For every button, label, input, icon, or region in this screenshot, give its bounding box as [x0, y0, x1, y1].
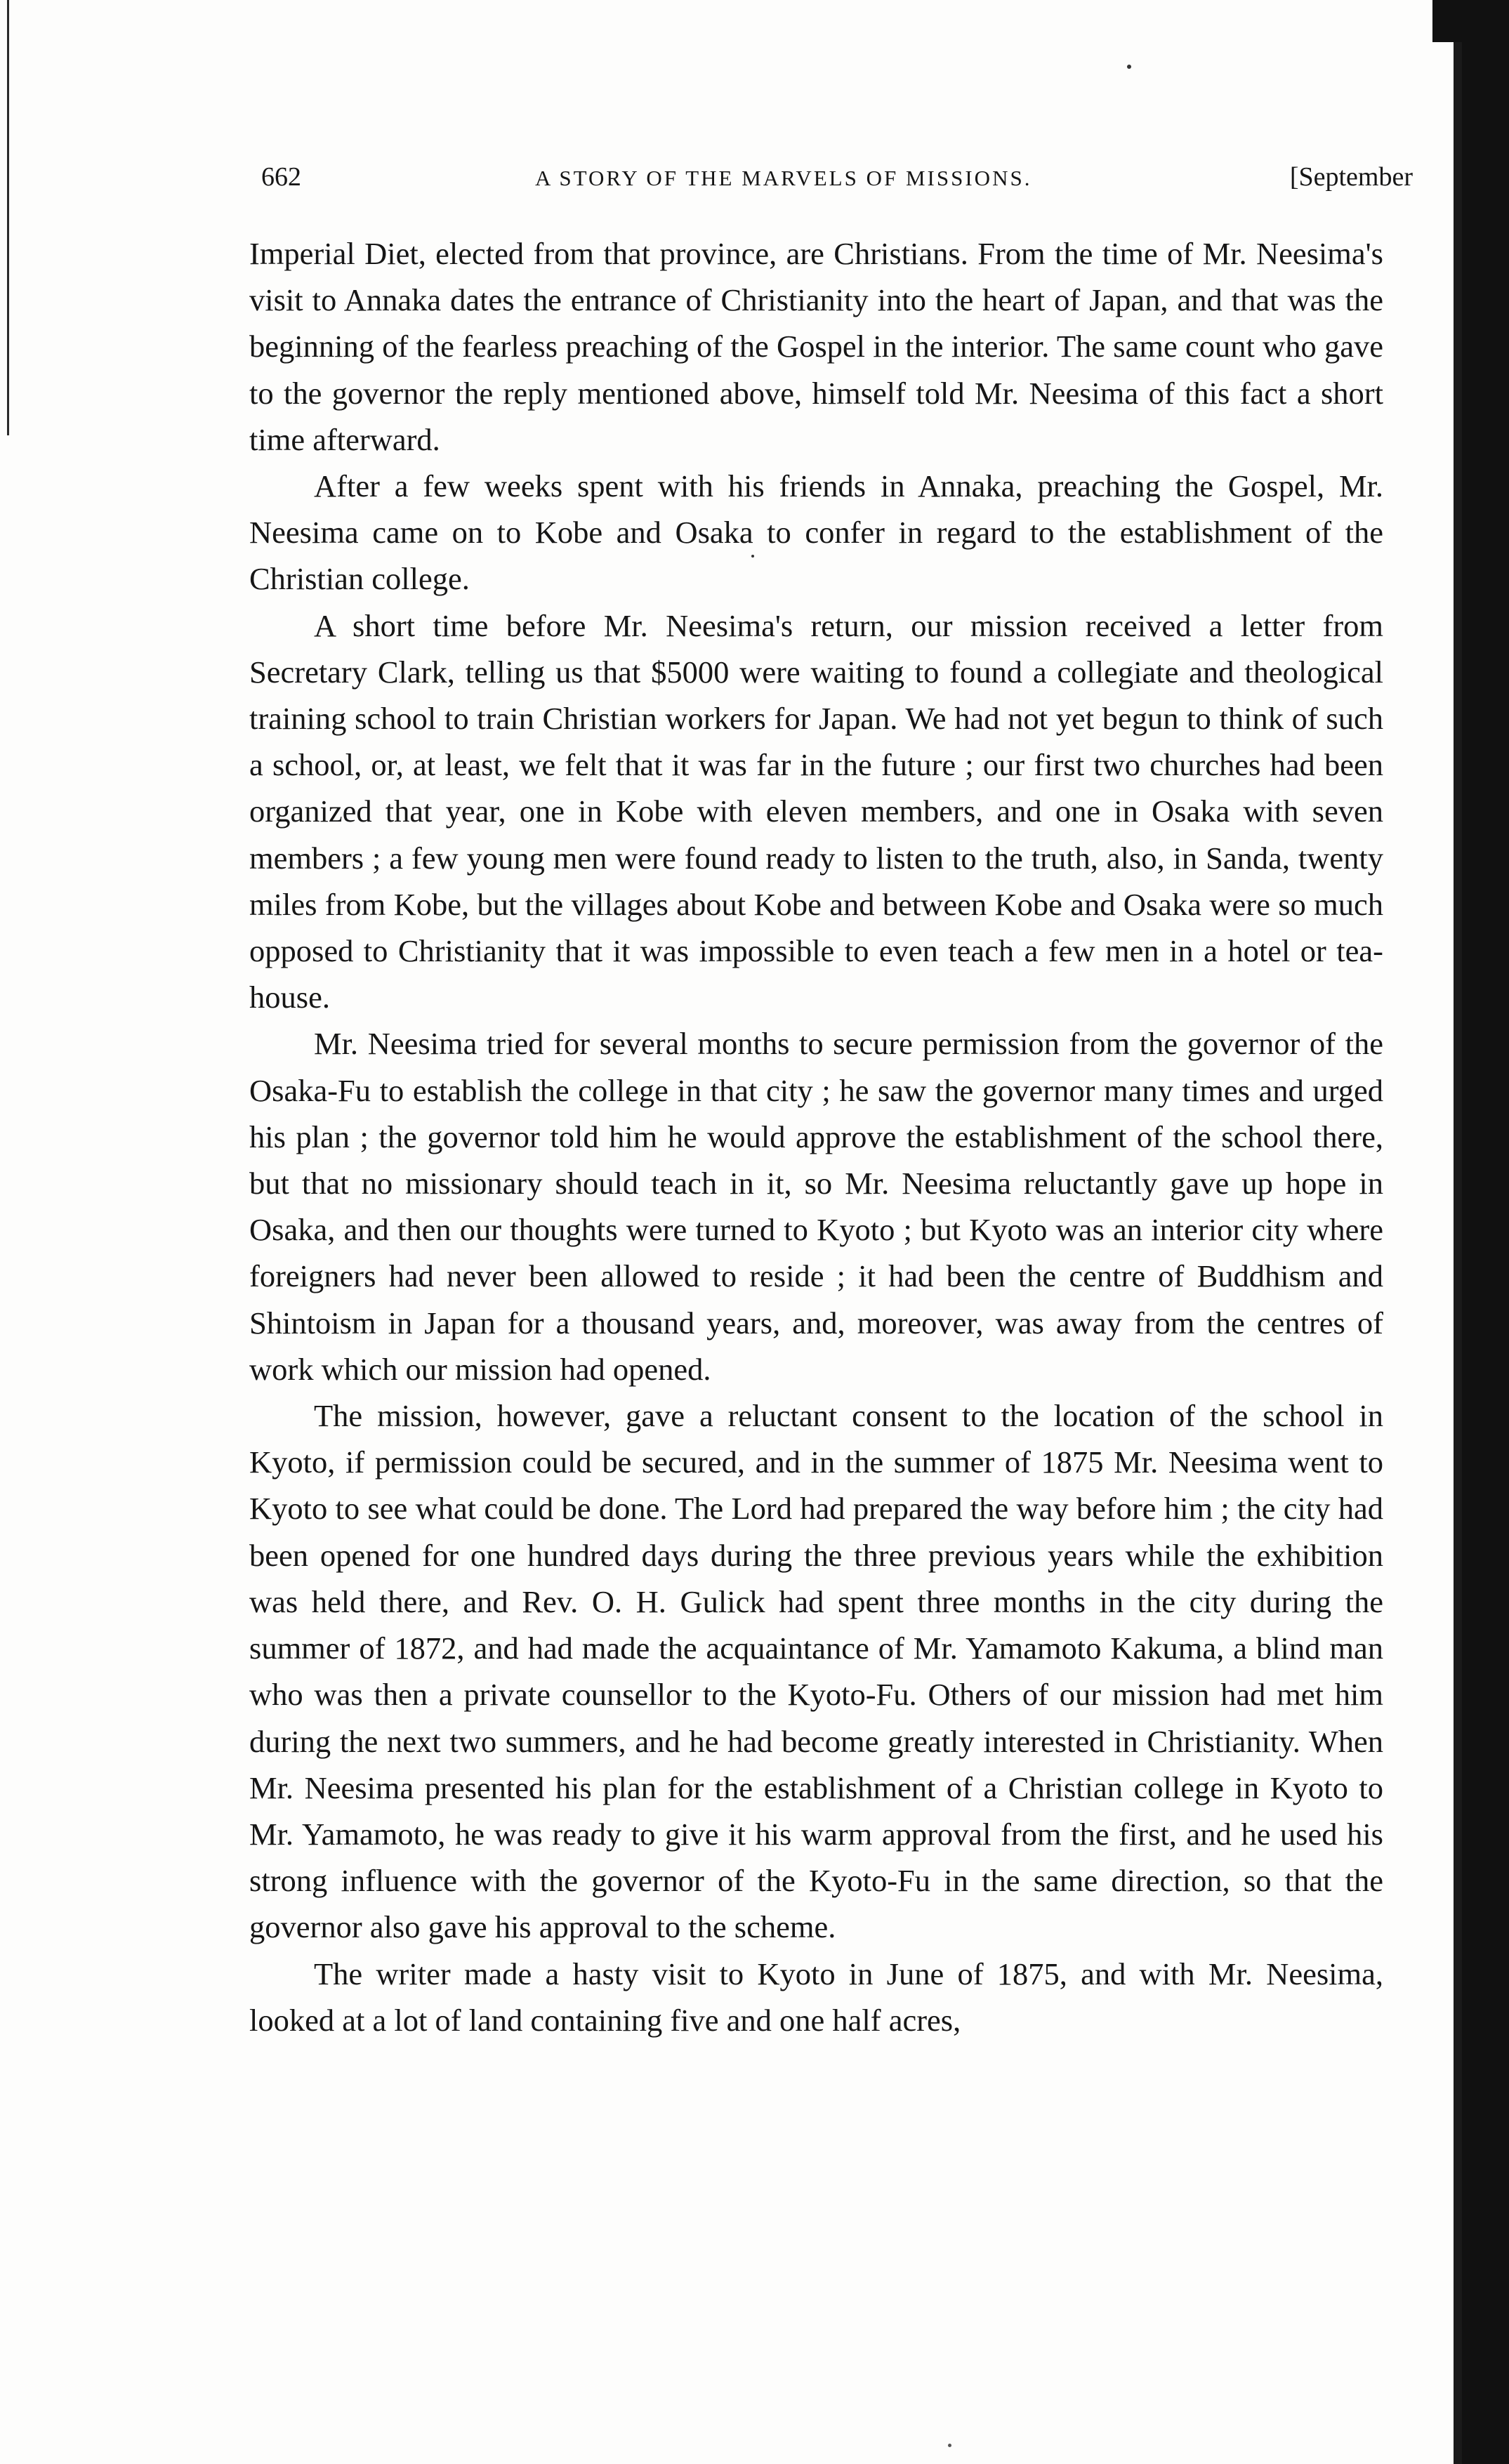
- paragraph: Mr. Neesima tried for several months to secure permission from the governor of the Osaka-Fu to establish the college in that city ; he saw the governor many times and urged his plan ; the governor told him he would approve the establishment of the school there, but that no missionary should teach in it, so Mr. Neesima reluctantly gave up hope in Osaka, and then our thoughts were turned to Kyoto ; but Kyoto was an interior city where foreigners had never been allowed to reside ; it had been the centre of Buddhism and Shintoism in Japan for a thousand years, and, moreover, was away from the centres of work which our mission had opened.: [249, 1026, 1383, 1387]
- running-title: A STORY OF THE MARVELS OF MISSIONS.: [535, 166, 1032, 190]
- scan-speck: [1127, 65, 1131, 69]
- paragraph: The writer made a hasty visit to Kyoto in June of 1875, and with Mr. Neesima, looked at a lot of land containing five and one half acres,: [249, 1956, 1383, 2038]
- paragraph-continued: Imperial Diet, elected from that province, are Christians. From the time of Mr. Neesima's visit to Annaka dates the entrance of Christianity into the heart of Japan, and that was the beginning of the fearless preaching of the Gospel in the interior. The same count who gave to the governor the reply mentioned above, himself told Mr. Neesima of this fact a short time afterward.: [249, 236, 1383, 457]
- scan-left-edge: [7, 0, 9, 435]
- paragraph: After a few weeks spent with his friends in Annaka, preaching the Gospel, Mr. Neesima came on to Kobe and Osaka to confer in regard to the establishment of the Christian college.: [249, 468, 1383, 597]
- scan-speck: [948, 2444, 951, 2447]
- paragraph: A short time before Mr. Neesima's return, our mission received a letter from Secretary Clark, telling us that $5000 were waiting to found a collegiate and theological training school to train Christian workers for Japan. We had not yet begun to think of such a school, or, at least, we felt that it was far in the future ; our first two churches had been organized that year, one in Kobe with eleven members, and one in Osaka with seven members ; a few young men were found ready to listen to the truth, also, in Sanda, twenty miles from Kobe, but the villages about Kobe and between Kobe and Osaka were so much opposed to Christianity that it was impossible to even teach a few men in a hotel or tea-house.: [249, 607, 1383, 1015]
- scan-right-border: [1462, 0, 1509, 2464]
- page-header: [261, 156, 1413, 198]
- body-text: [249, 230, 1383, 2393]
- section-label: [September: [1289, 162, 1413, 192]
- page-number: 662: [261, 162, 301, 192]
- paragraph: The mission, however, gave a reluctant consent to the location of the school in Kyoto, if permission could be secured, and in the summer of 1875 Mr. Neesima went to Kyoto to see what could be done. The Lord had prepared the way before him ; the city had been opened for one hundred days during the three previous years while the exhibition was held there, and Rev. O. H. Gulick had spent three months in the city during the summer of 1872, and had made the acquaintance of Mr. Yamamoto Kakuma, a blind man who was then a private counsellor to the Kyoto-Fu. Others of our mission had met him during the next two summers, and he had become greatly interested in Christianity. When Mr. Neesima presented his plan for the establishment of a Christian college in Kyoto to Mr. Yamamoto, he was ready to give it his warm approval from the first, and he used his strong influence with the governor of the Kyoto-Fu in the same direction, so that the governor also gave his approval to the scheme.: [249, 1398, 1383, 1945]
